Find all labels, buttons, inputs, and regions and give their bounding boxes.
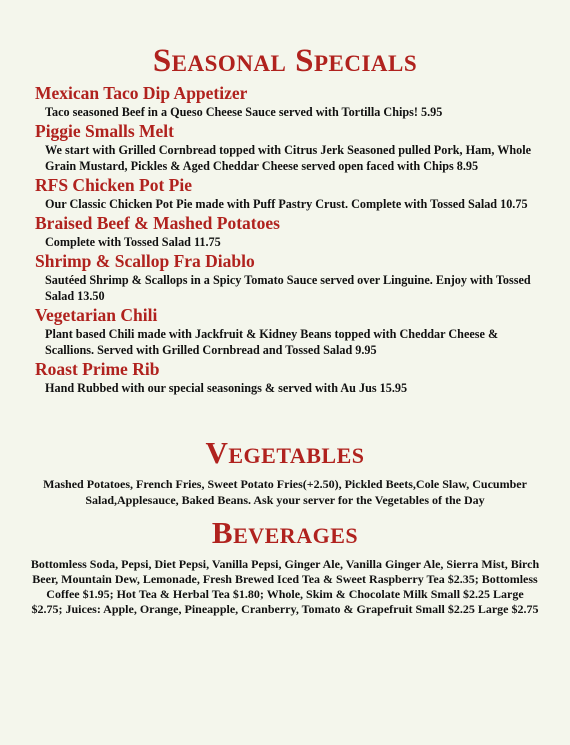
- vegetables-text: Mashed Potatoes, French Fries, Sweet Potato Fries(+2.50), Pickled Beets,Cole Slaw, Cucumber Salad,Applesauce, Baked Beans. Ask your server for the Vegetables of the Day: [43, 477, 527, 507]
- special-item-description: Hand Rubbed with our special seasonings & served with Au Jus 15.95: [45, 381, 408, 395]
- special-item: [35, 213, 555, 250]
- special-item-name: Vegetarian Chili: [35, 305, 158, 325]
- special-item: [35, 359, 555, 396]
- beverages-title: Beverages: [211, 515, 359, 550]
- special-item-description: Taco seasoned Beef in a Queso Cheese Sauce served with Tortilla Chips! 5.95: [45, 105, 443, 119]
- special-item-name: Mexican Taco Dip Appetizer: [35, 83, 248, 103]
- special-item-description: We start with Grilled Cornbread topped with Citrus Jerk Seasoned pulled Pork, Ham, Whole Grain Mustard, Pickles & Aged Cheddar Cheese served open faced with Chips 8.95: [45, 143, 532, 173]
- special-item: [35, 83, 555, 120]
- seasonal-specials-title: Seasonal Specials: [152, 43, 418, 79]
- special-item: [35, 251, 555, 304]
- special-item-name: Braised Beef & Mashed Potatoes: [35, 213, 280, 233]
- special-item: [35, 305, 555, 358]
- vegetables-title: Vegetables: [205, 435, 365, 470]
- special-item-name: RFS Chicken Pot Pie: [35, 175, 193, 195]
- special-item-description: Sautéed Shrimp & Scallops in a Spicy Tomato Sauce served over Linguine. Enjoy with Tossed Salad 13.50: [45, 273, 531, 303]
- special-item-description: Our Classic Chicken Pot Pie made with Puff Pastry Crust. Complete with Tossed Salad 10.75: [45, 197, 528, 211]
- special-item-name: Roast Prime Rib: [35, 359, 160, 379]
- special-item-description: Plant based Chili made with Jackfruit & Kidney Beans topped with Cheddar Cheese & Scallions. Served with Grilled Cornbread and Tossed Salad 9.95: [45, 327, 499, 357]
- special-item-name: Shrimp & Scallop Fra Diablo: [35, 251, 255, 271]
- special-item: [35, 121, 555, 174]
- special-item: [35, 175, 555, 212]
- beverages-text: Bottomless Soda, Pepsi, Diet Pepsi, Vanilla Pepsi, Ginger Ale, Vanilla Ginger Ale, Sierra Mist, Birch Beer, Mountain Dew, Lemonade, Fresh Brewed Iced Tea & Sweet Raspberry Tea $2.35; Bottomless Coffee $1.95; Hot Tea & Herbal Tea $1.80; Whole, Skim & Chocolate Milk Small $2.25 Large $2.75; Juices: Apple, Orange, Pineapple, Cranberry, Tomato & Grapefruit Small $2.25 Large $2.75: [30, 557, 540, 616]
- special-item-description: Complete with Tossed Salad 11.75: [45, 235, 221, 249]
- special-item-name: Piggie Smalls Melt: [35, 121, 175, 141]
- specials-list: [35, 83, 555, 397]
